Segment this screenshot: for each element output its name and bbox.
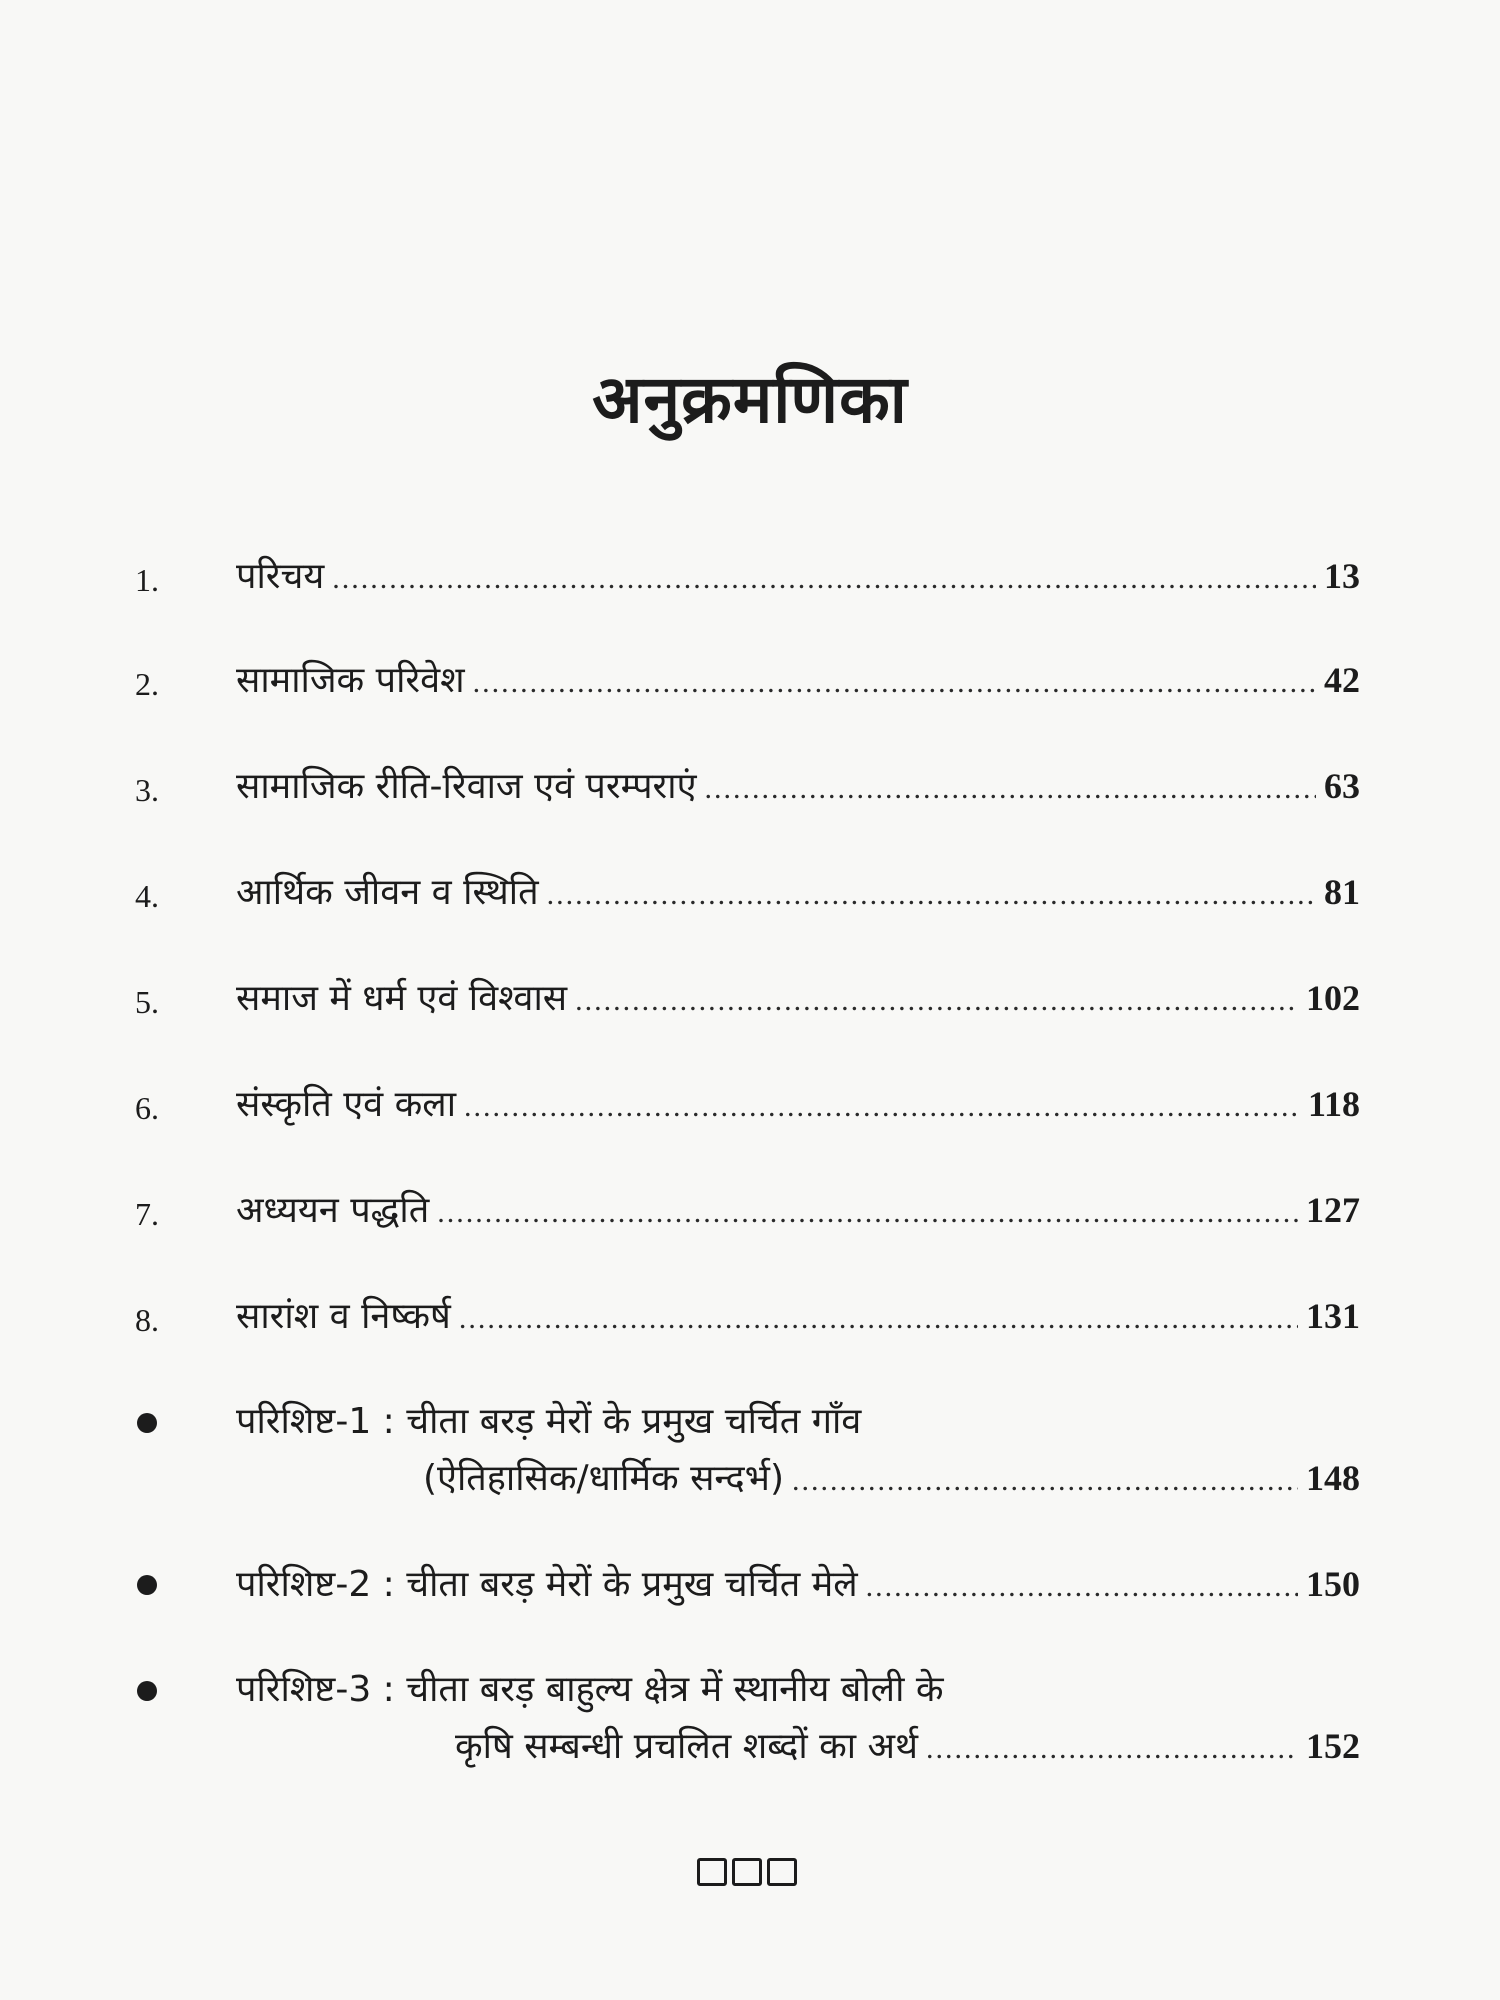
entry-label: संस्कृति एवं कला	[236, 1084, 457, 1125]
entry-label: समाज में धर्म एवं विश्वास	[236, 978, 568, 1019]
dot-leader	[473, 655, 1316, 711]
entry-label: सामाजिक रीति-रिवाज एवं परम्पराएं	[236, 766, 697, 807]
dot-leader	[575, 973, 1298, 1029]
entry-page-number: 131	[1306, 1296, 1360, 1336]
square-icon	[767, 1858, 797, 1886]
entry-page-number: 152	[1306, 1726, 1360, 1766]
appendix-label-line1: परिशिष्ट-1 : चीता बरड़ मेरों के प्रमुख चर्चित गाँव	[236, 1401, 862, 1442]
appendix-label-line1: परिशिष्ट-2 : चीता बरड़ मेरों के प्रमुख चर्चित मेले	[236, 1564, 858, 1605]
entry-number: 7.	[135, 1196, 159, 1232]
appendix-label-line2: कृषि सम्बन्धी प्रचलित शब्दों का अर्थ	[455, 1726, 919, 1767]
end-ornament	[697, 1858, 797, 1886]
entry-number: 6.	[135, 1090, 159, 1126]
entry-page-number: 63	[1324, 766, 1360, 806]
entry-number: 4.	[135, 878, 159, 914]
dot-leader	[547, 867, 1316, 923]
entry-number: 3.	[135, 772, 159, 808]
dot-leader	[705, 761, 1317, 817]
dot-leader	[866, 1559, 1298, 1615]
entry-label: आर्थिक जीवन व स्थिति	[236, 872, 539, 913]
square-icon	[697, 1858, 727, 1886]
entry-page-number: 148	[1306, 1458, 1360, 1498]
entry-number: 2.	[135, 666, 159, 702]
entry-page-number: 150	[1306, 1564, 1360, 1604]
dot-leader	[437, 1185, 1298, 1241]
entry-label: सारांश व निष्कर्ष	[236, 1296, 451, 1337]
entry-number: 8.	[135, 1302, 159, 1338]
page-title: अनुक्रमणिका	[592, 361, 908, 438]
entry-page-number: 42	[1324, 660, 1360, 700]
dot-leader	[926, 1721, 1298, 1777]
entry-label: सामाजिक परिवेश	[236, 660, 465, 701]
appendix-label-line2: (ऐतिहासिक/धार्मिक सन्दर्भ)	[423, 1458, 785, 1499]
entry-page-number: 127	[1306, 1190, 1360, 1230]
bullet-icon	[137, 1575, 157, 1595]
dot-leader	[792, 1453, 1298, 1509]
entry-page-number: 102	[1306, 978, 1360, 1018]
entry-page-number: 118	[1307, 1084, 1360, 1124]
entry-page-number: 81	[1324, 872, 1360, 912]
bullet-icon	[137, 1681, 157, 1701]
bullet-icon	[137, 1413, 157, 1433]
entry-number: 1.	[135, 562, 159, 598]
entry-page-number: 13	[1324, 556, 1360, 596]
dot-leader	[464, 1079, 1300, 1135]
entry-number: 5.	[135, 984, 159, 1020]
entry-label: परिचय	[236, 556, 325, 597]
appendix-label-line1: परिशिष्ट-3 : चीता बरड़ बाहुल्य क्षेत्र में स्थानीय बोली के	[236, 1669, 944, 1710]
dot-leader	[332, 551, 1316, 607]
square-icon	[732, 1858, 762, 1886]
dot-leader	[459, 1291, 1298, 1347]
entry-label: अध्ययन पद्धति	[236, 1190, 430, 1231]
